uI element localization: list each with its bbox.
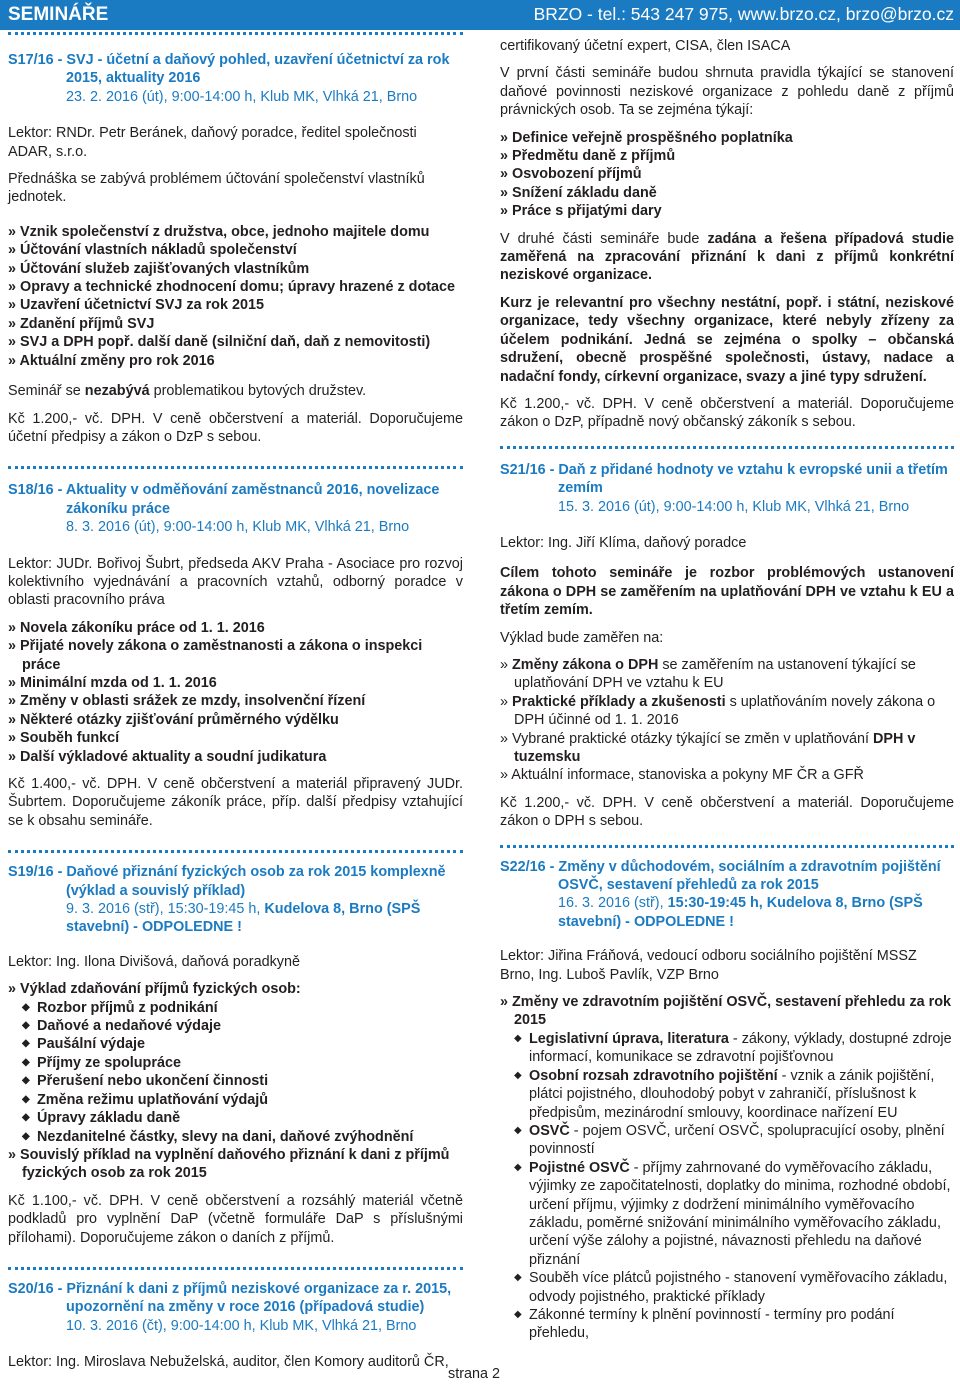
seminar-lector: Lektor: JUDr. Bořivoj Šubrt, předseda AKV Praha - Asociace pro rozvoj kolektivního vyjednávání a pracovních vztahů, odborný poradce v oblasti pracovního práva [8,555,463,609]
sub-item: ◆ Úpravy základu daně [22,1109,463,1127]
sub-list [22,999,463,1146]
seminar-title: S21/16 - Daň z přidané hodnoty ve vztahu k evropské unii a třetím zemím [500,461,948,497]
seminar-title: S22/16 - Změny v důchodovém, sociálním a zdravotním pojištění OSVČ, sestavení přehledů za rok 2015 [500,858,941,894]
list-item: » Předmětu daně z příjmů [500,148,676,165]
seminar-lector: Lektor: RNDr. Petr Beránek, daňový poradce, ředitel společnosti ADAR, s.r.o. [8,125,417,160]
seminar-price: Kč 1.100,- vč. DPH. V ceně občerstvení a rozsáhlý materiál včetně podkladů pro vyplnění DaP (včetně formuláře DaP s příslušnými přílohami). Doporučujeme zákon o daních z příjmů. [8,1192,463,1246]
seminar-price: Kč 1.200,- vč. DPH. V ceně občerstvení a materiál. Doporučujeme účetní předpisy a zákon o DzP s sebou. [8,410,463,445]
seminar-s17 [8,32,463,446]
seminar-title: S18/16 - Aktuality v odměňování zaměstnanců 2016, novelizace zákoníku práce [8,482,440,517]
list-item: » Novela zákoníku práce od 1. 1. 2016 [8,619,265,636]
page-number: strana 2 [448,1366,500,1382]
sub-item: ◆ Příjmy ze spolupráce [22,1054,463,1072]
seminar-s22 [500,845,954,1343]
list-item: » Změny v oblasti srážek ze mzdy, insolvenční řízení [8,693,366,710]
sub-item: ◆ Legislativní úprava, literatura - zákony, výklady, dostupné zdroje informací, komunikace se zdravotní pojišťovnou [514,1030,954,1067]
list-item: » Osvobození příjmů [500,166,642,183]
list-item: » Aktuální změny pro rok 2016 [8,352,215,369]
topic-list [8,619,463,766]
list-item: » Vznik společenství z družstva, obce, jednoho majitele domu [8,223,430,240]
seminar-date: 23. 2. 2016 (út), 9:00-14:00 h, Klub MK, Vlhká 21, Brno [66,88,418,105]
topic-list [500,656,954,785]
seminar-lector: Lektor: Ing. Ilona Divišová, daňová poradkyně [8,953,300,970]
header-bar [0,0,960,30]
sub-item: ◆ Zákonné termíny k plnění povinností - termíny pro podání přehledu, [514,1306,954,1343]
seminar-s19 [8,850,463,1247]
seminar-date: 10. 3. 2016 (čt), 9:00-14:00 h, Klub MK, Vlhká 21, Brno [66,1317,417,1334]
list-item: » Opravy a technické zhodnocení domu; úpravy hrazené z dotace [8,279,456,296]
seminar-price: Kč 1.400,- vč. DPH. V ceně občerstvení a materiál připravený JUDr. Šubrtem. Doporučujeme zákoník práce, příp. další předpisy vztahující se k obsahu semináře. [8,776,463,829]
list-item: » SVJ a DPH popř. další daně (silniční daň, daň z nemovitosti) [8,334,431,351]
sub-item: ◆ Změna režimu uplatňování výdajů [22,1091,463,1109]
seminar-lector: Lektor: Ing. Miroslava Nebuželská, auditor, člen Komory auditorů ČR, [8,1354,449,1371]
seminar-lector-cont: certifikovaný účetní expert, CISA, člen ISACA [500,38,791,54]
seminar-title: S17/16 - SVJ - účetní a daňový pohled, uzavření účetnictví za rok 2015, aktuality 2016 [8,52,450,87]
seminar-paragraph: Kurz je relevantní pro všechny nestátní, popř. i státní, neziskové organizace, tedy všechny organizace, které nebyly zřízeny za účelem podnikání. Jedná se zejména o spolky – občanská sdružení, obecně prospěšné společnosti, ústavy, nadace a nadační fondy, církevní organizace, svazy a jiné typy sdružení. [500,294,954,385]
list-item: » Některé otázky zjišťování průměrného výdělku [8,711,339,728]
seminar-date: 9. 3. 2016 (stř), 15:30-19:45 h, Kudelova 8, Brno (SPŠ stavební) - ODPOLEDNE ! [66,901,421,936]
seminar-intro: V první části semináře budou shrnuta pravidla týkající se stanovení daňové povinnosti neziskové organizace z pohledu daně z příjmů právnických osob. Ta se zejména týkají: [500,65,954,119]
topic-list [8,223,463,370]
list-item: » Definice veřejně prospěšného poplatníka [500,129,793,146]
seminar-intro2: Výklad bude zaměřen na: [500,629,664,646]
seminar-note: Seminář se nezabývá problematikou bytových družstev. [8,383,367,400]
section-title: SEMINÁŘE [8,4,109,25]
topic-list [500,129,954,221]
sub-item: ◆ OSVČ - pojem OSVČ, určení OSVČ, spolupracující osoby, plnění povinností [514,1122,954,1159]
list-item: » Změny zákona o DPH se zaměřením na ustanovení týkající se uplatňování DPH ve vztahu k EU [500,656,916,692]
list-item: » Změny ve zdravotním pojištění OSVČ, sestavení přehledu za rok 2015 ◆ Legislativní úprava, literatura - zákony, výklady, dostupné zdroje informací, komunikace se zdravotní pojišťovnou ◆ Osobní rozsah zdravotního pojištění - vznik a zánik pojištění, plátci pojistného, dlouhodobý pobyt v zahraničí, příslušnost k předpisům, mezinárodní smlouvy, koordinace nařízení EU ◆ OSVČ - pojem OSVČ, určení OSVČ, spolupracující osoby, plnění povinností ◆ Pojistné OSVČ - příjmy zahrnované do vyměřovacího základu, výjimky ze započitatelnosti, doplatky do minima, rozhodné období, určení příjmu, výjimky z dodržení minimálního vyměřovacího základu, poměrné snižování minimálního vyměřovacího základu, určení výše zálohy a pojistné, návaznosti přehledu na daňové přiznání ◆ Souběh více plátců pojistného - stanovení vyměřovacího základu, odvody pojistného, praktické příklady ◆ Zákonné termíny k plnění povinností - termíny pro podání přehledu, [500,993,954,1343]
seminar-title: S20/16 - Přiznání k dani z příjmů neziskové organizace za r. 2015, upozornění na změny v roce 2016 (případová studie) [8,1280,452,1316]
seminar-intro: Přednáška se zabývá problémem účtování společenství vlastníků jednotek. [8,171,425,206]
seminar-price: Kč 1.200,- vč. DPH. V ceně občerstvení a materiál. Doporučujeme zákon o DzP, případně nový občanský zákoník s sebou. [500,395,954,431]
list-item: » Zdanění příjmů SVJ [8,315,155,332]
left-column [8,32,463,1381]
list-item: » Výklad zdaňování příjmů fyzických osob: ◆ Rozbor příjmů z podnikání ◆ Daňové a nedaňové výdaje ◆ Paušální výdaje ◆ Příjmy ze spolupráce ◆ Přerušení nebo ukončení činnosti ◆ Změna režimu uplatňování výdajů ◆ Úpravy základu daně ◆ Nezdanitelné částky, slevy na dani, daňové zvýhodnění [8,980,463,1146]
list-item: » Aktuální informace, stanoviska a pokyny MF ČR a GFŘ [500,767,864,784]
seminar-paragraph: V druhé části semináře bude zadána a řešena případová studie zaměřená na zpracování přiznání k dani z příjmů konkrétní neziskové organizace. [500,230,954,284]
list-item: » Snížení základu daně [500,184,657,201]
seminar-price: Kč 1.200,- vč. DPH. V ceně občerstvení a materiál. Doporučujeme zákon o DPH s sebou. [500,794,954,830]
list-item: » Praktické příklady a zkušenosti s uplatňováním novely zákona o DPH účinné od 1. 1. 2016 [500,693,936,729]
sub-item: ◆ Daňové a nedaňové výdaje [22,1017,463,1035]
list-item: » Souběh funkcí [8,730,120,747]
list-item: » Přijaté novely zákona o zaměstnanosti a zákona o inspekci práce [8,638,423,673]
sub-item: ◆ Souběh více plátců pojistného - stanovení vyměřovacího základu, odvody pojistného, praktické příklady [514,1269,954,1306]
seminar-title: S19/16 - Daňové přiznání fyzických osob za rok 2015 komplexně (výklad a souvislý příklad) [8,864,446,899]
seminar-s20 [8,1267,463,1372]
seminar-date: 16. 3. 2016 (stř), 15:30-19:45 h, Kudelova 8, Brno (SPŠ stavební) - ODPOLEDNE ! [558,895,923,930]
list-item: » Účtování vlastních nákladů společenství [8,242,297,259]
sub-item: ◆ Rozbor příjmů z podnikání [22,999,463,1017]
topic-list [8,980,463,1182]
sub-item: ◆ Pojistné OSVČ - příjmy zahrnované do vyměřovacího základu, výjimky ze započitatelnosti, doplatky do minima, rozhodné období, určení příjmu, výjimky z dodržení minimálního vyměřovacího základu, poměrné snižování minimálního vyměřovacího základu, určení výše zálohy a pojistné, návaznosti přehledu na daňové přiznání [514,1159,954,1269]
seminar-intro: Cílem tohoto semináře je rozbor problémových ustanovení zákona o DPH se zaměřením na uplatňování DPH ve vztahu k EU a třetím zemím. [500,565,954,619]
sub-list [514,1030,954,1343]
list-item: » Účtování služeb zajišťovaných vlastníkům [8,260,310,277]
list-item: » Souvislý příklad na vyplnění daňového přiznání k dani z příjmů fyzických osob za rok 2015 [8,1146,450,1182]
seminar-date: 15. 3. 2016 (út), 9:00-14:00 h, Klub MK, Vlhká 21, Brno [558,498,910,515]
right-column [500,37,954,1352]
sub-item: ◆ Paušální výdaje [22,1035,463,1053]
list-item: » Práce s přijatými dary [500,203,662,220]
seminar-s18 [8,466,463,830]
list-item: » Uzavření účetnictví SVJ za rok 2015 [8,297,264,314]
contact-info: BRZO - tel.: 543 247 975, www.brzo.cz, brzo@brzo.cz [533,4,954,24]
sub-item: ◆ Nezdanitelné částky, slevy na dani, daňové zvýhodnění [22,1128,463,1146]
sub-item: ◆ Osobní rozsah zdravotního pojištění - vznik a zánik pojištění, plátci pojistného, dlouhodobý pobyt v zahraničí, příslušnost k předpisům, mezinárodní smlouvy, koordinace nařízení EU [514,1067,954,1122]
seminar-lector: Lektor: Ing. Jiří Klíma, daňový poradce [500,534,747,551]
topic-list [500,993,954,1343]
list-item: » Vybrané praktické otázky týkající se změn v uplatňování DPH v tuzemsku [500,730,916,765]
sub-item: ◆ Přerušení nebo ukončení činnosti [22,1072,463,1090]
list-item: » Minimální mzda od 1. 1. 2016 [8,674,217,691]
seminar-date: 8. 3. 2016 (út), 9:00-14:00 h, Klub MK, Vlhká 21, Brno [66,519,410,536]
seminar-lector: Lektor: Jiřina Fráňová, vedoucí odboru sociálního pojištění MSSZ Brno, Ing. Luboš Pavlík, VZP Brno [500,948,917,983]
seminar-s21 [500,446,954,831]
list-item: » Další výkladové aktuality a soudní judikatura [8,748,327,765]
